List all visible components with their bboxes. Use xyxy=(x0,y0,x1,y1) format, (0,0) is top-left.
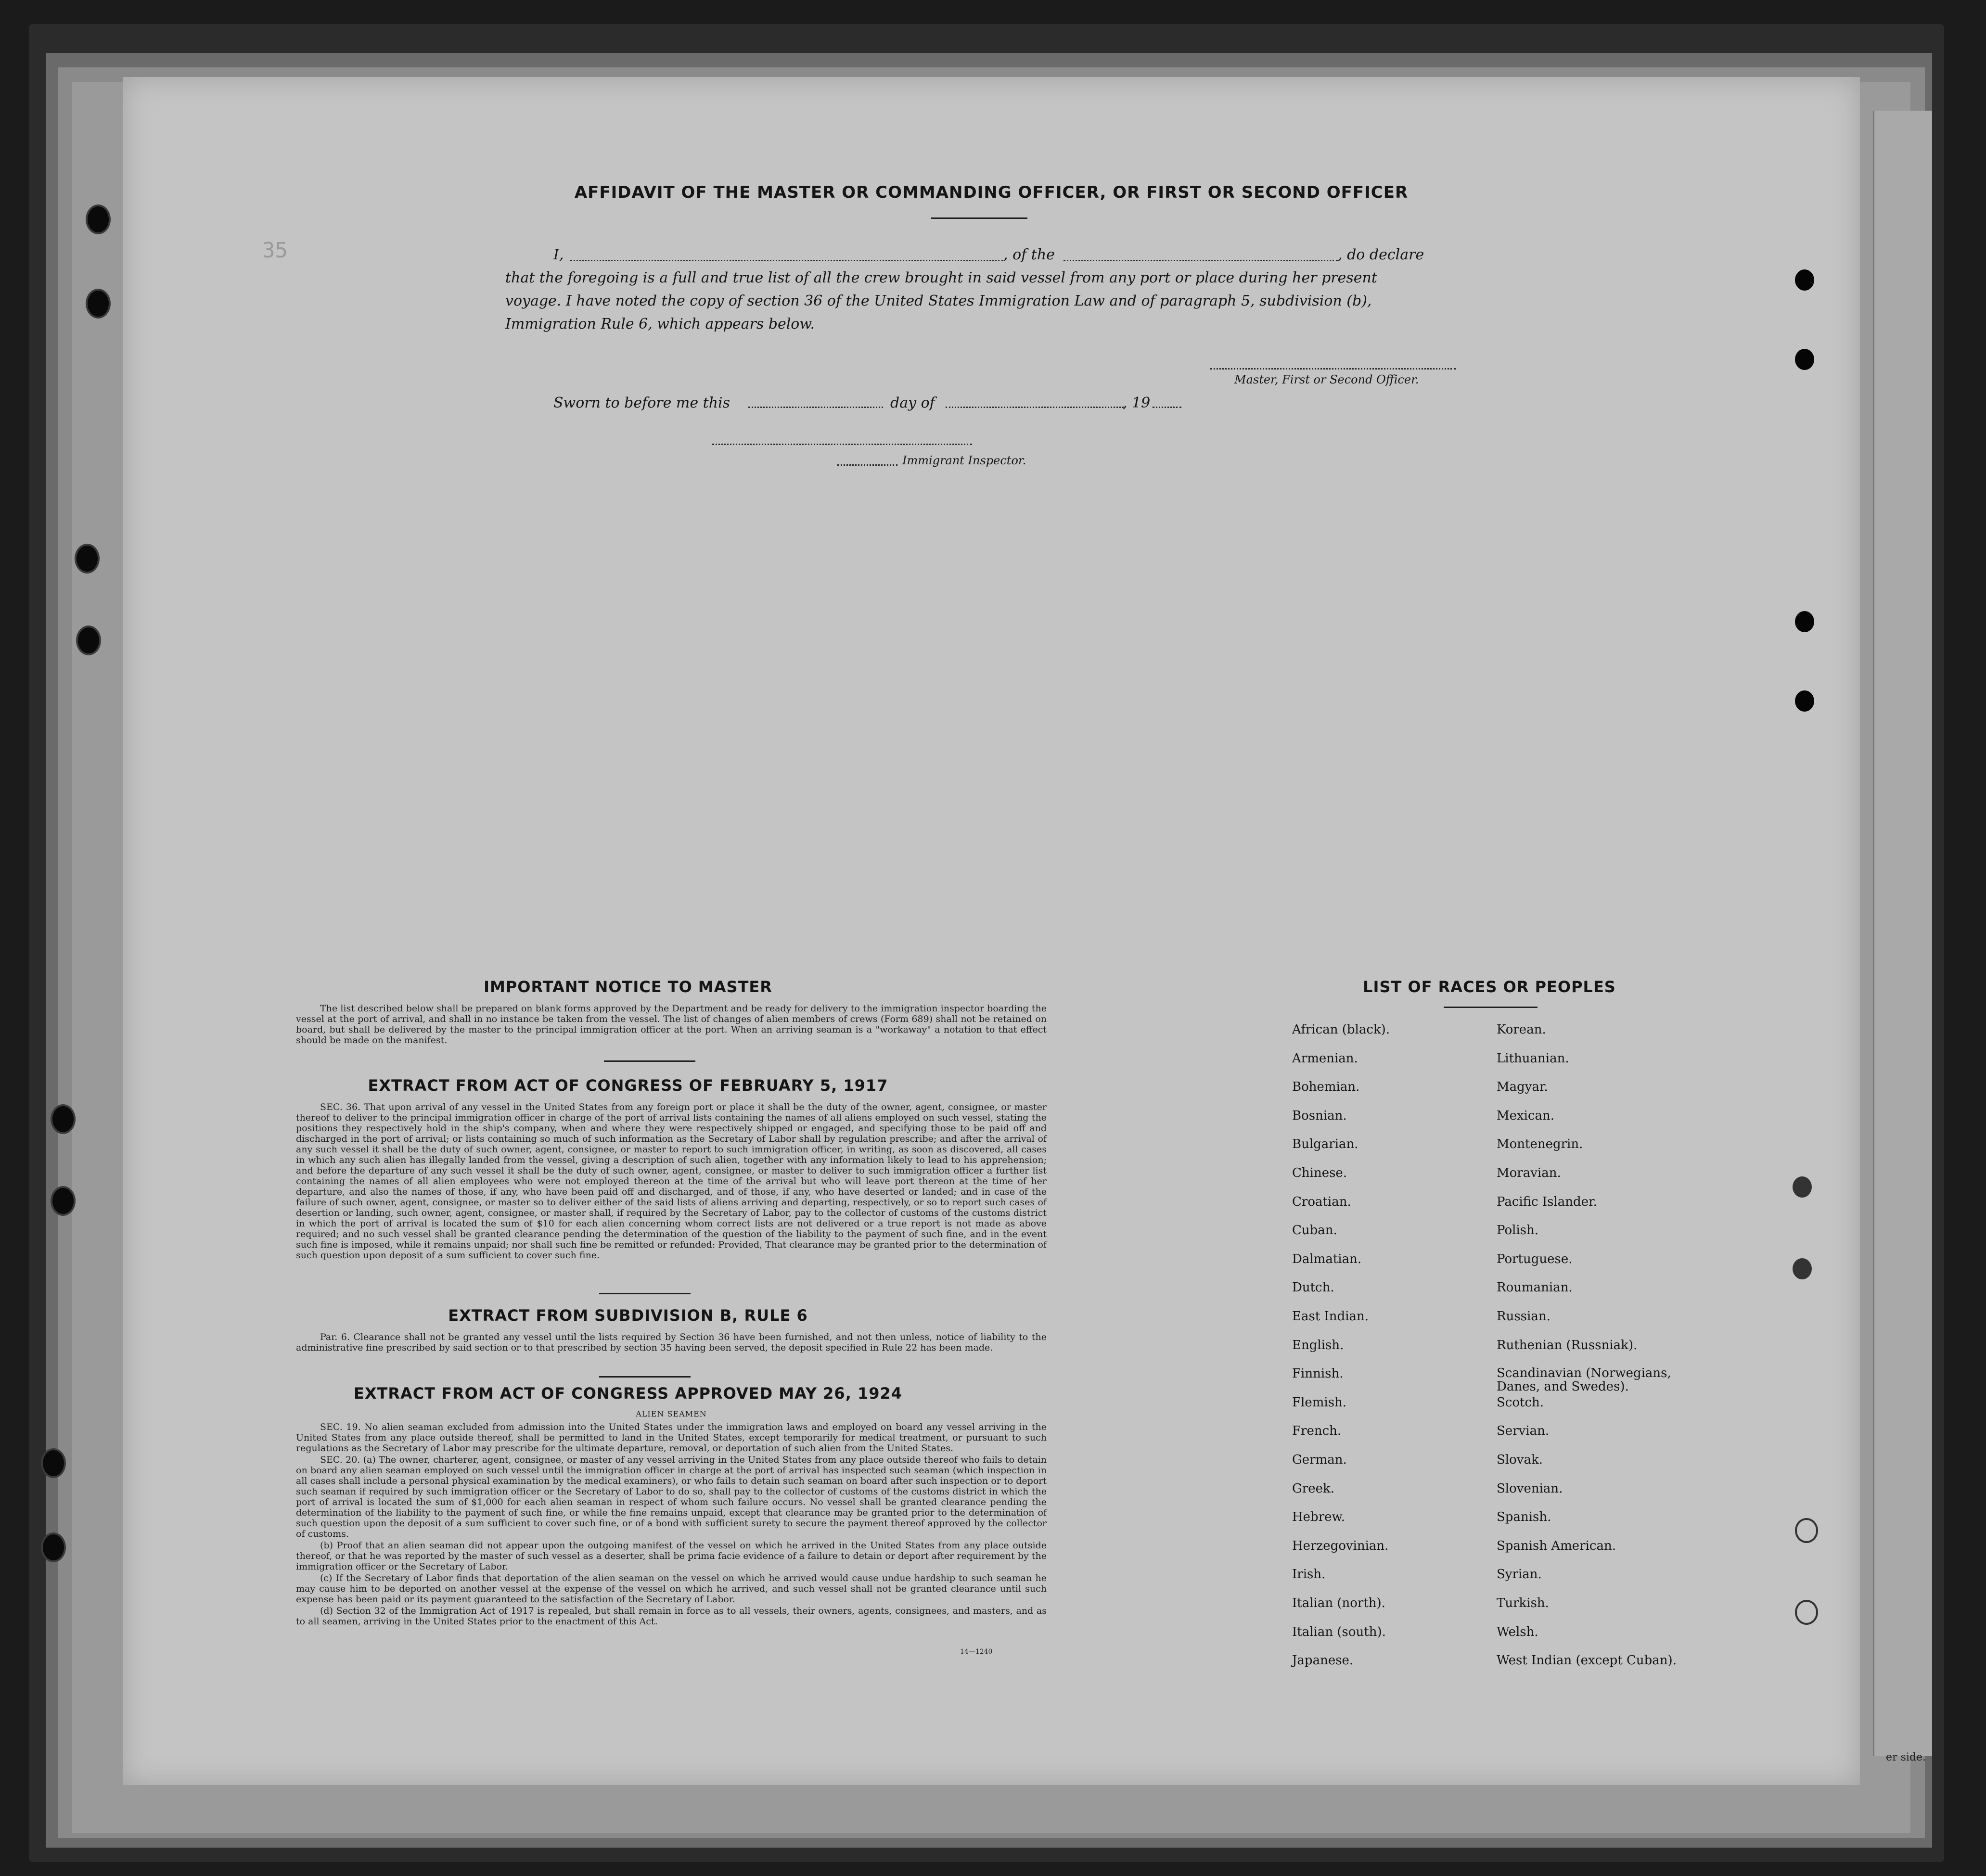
affidavit-line-4: Immigration Rule 6, which appears below. xyxy=(505,316,815,332)
race-item: Irish. xyxy=(1292,1567,1326,1582)
punch-hole-icon xyxy=(1793,1176,1812,1198)
race-item: Portuguese. xyxy=(1497,1251,1573,1266)
vessel-blank xyxy=(1063,260,1338,261)
right-edge-sheet xyxy=(1873,111,1932,1756)
binding-hole-icon xyxy=(51,1186,76,1216)
race-item: Bosnian. xyxy=(1292,1108,1347,1123)
notice-title: IMPORTANT NOTICE TO MASTER xyxy=(484,978,772,996)
race-item: Magyar. xyxy=(1497,1080,1548,1095)
race-item: Syrian. xyxy=(1497,1567,1542,1582)
race-item: French. xyxy=(1292,1424,1342,1439)
binding-hole-icon xyxy=(51,1104,76,1134)
inspector-signature-line xyxy=(712,444,972,445)
extract-1924-subtitle: ALIEN SEAMEN xyxy=(636,1409,707,1418)
punch-hole-icon xyxy=(1795,1600,1818,1625)
race-item: Bulgarian. xyxy=(1292,1137,1358,1152)
notice-body: The list described below shall be prepared on blank forms approved by the Department and be ready for delivery to the immigration inspector boarding the vessel at the port of arrival, and shall in no instance be taken from the vessel. The list of changes of alien members of crews (Form 689) shall not be retained on board, but shall be delivered by the master to the principal immigration officer at the port. When an arriving seaman is a "workaway" a notation to that effect should be made on the manifest. xyxy=(296,1003,1047,1046)
extract-1917-title: EXTRACT FROM ACT OF CONGRESS OF FEBRUARY 5, 1917 xyxy=(368,1076,888,1095)
extract-1924-body xyxy=(296,1422,1047,1628)
form-number: 14—1240 xyxy=(960,1648,993,1656)
race-item: Italian (north). xyxy=(1292,1596,1385,1610)
margin-number: 35 xyxy=(262,238,288,263)
race-item: East Indian. xyxy=(1292,1309,1369,1324)
year-text: , 19 xyxy=(1123,395,1151,411)
race-item: Korean. xyxy=(1497,1022,1546,1037)
section-rule xyxy=(599,1376,691,1378)
extract-rule6-title: EXTRACT FROM SUBDIVISION B, RULE 6 xyxy=(448,1306,808,1325)
race-item: Pacific Islander. xyxy=(1497,1194,1597,1209)
binding-hole-icon xyxy=(86,204,111,234)
race-item: Croatian. xyxy=(1292,1194,1351,1209)
race-item: Welsh. xyxy=(1497,1624,1538,1639)
race-item: Armenian. xyxy=(1292,1051,1358,1066)
binding-hole-icon xyxy=(41,1448,66,1478)
extract-1924-paragraph: (b) Proof that an alien seaman did not appear upon the outgoing manifest of the vessel on which he arrived in the United States from any place outside thereof, or that he was reported by the master of such vessel as a deserter, shall be prima facie evidence of a failure to detain or deport after requirement by the immigration officer or the Secretary of Labor. xyxy=(296,1540,1047,1572)
binding-hole-icon xyxy=(86,289,111,319)
races-title: LIST OF RACES OR PEOPLES xyxy=(1363,978,1616,996)
race-item: Spanish. xyxy=(1497,1510,1551,1525)
race-item: Moravian. xyxy=(1497,1166,1561,1180)
punch-hole-icon xyxy=(1795,349,1814,370)
binding-hole-icon xyxy=(41,1532,66,1562)
affidavit-do-declare: , do declare xyxy=(1338,246,1424,263)
sworn-day-blank xyxy=(748,407,883,408)
inspector-leader xyxy=(837,464,897,466)
race-item: German. xyxy=(1292,1453,1347,1467)
extract-1924-title: EXTRACT FROM ACT OF CONGRESS APPROVED MAY 26, 1924 xyxy=(353,1384,903,1403)
extract-1924-paragraph: SEC. 19. No alien seaman excluded from admission into the United States under the immigration laws and employed on board any vessel arriving in the United States from any place outside thereof, shall be permitted to land in the United States, except temporarily for medical treatment, or pursuant to such regulations as the Secretary of Labor may prescribe for the ultimate departure, removal, or deportation of such alien from the United States. xyxy=(296,1422,1047,1454)
name-blank xyxy=(570,260,1003,261)
punch-hole-icon xyxy=(1795,690,1814,712)
punch-hole-icon xyxy=(1795,269,1814,291)
race-item: Ruthenian (Russniak). xyxy=(1497,1338,1638,1353)
race-item: Mexican. xyxy=(1497,1108,1555,1123)
race-item: Dalmatian. xyxy=(1292,1251,1362,1266)
race-item: Spanish American. xyxy=(1497,1538,1616,1553)
title-rule xyxy=(931,217,1027,219)
race-item: Montenegrin. xyxy=(1497,1137,1583,1152)
extract-1924-paragraph: (c) If the Secretary of Labor finds that deportation of the alien seaman on the vessel on which he arrived would cause undue hardship to such seaman he may cause him to be deported on another vessel at the expense of the vessel on which he arrived, and such vessel shall not be granted clearance until such expense has been paid or its payment guaranteed to the satisfaction of the Secretary of Labor. xyxy=(296,1573,1047,1605)
extract-1917-body: SEC. 36. That upon arrival of any vessel in the United States from any foreign port or place it shall be the duty of the owner, agent, consignee, or master thereof to deliver to the principal immigration officer in charge of the port of arrival lists containing the names of all aliens employed on such vessel, stating the positions they respectively hold in the ship's company, when and where they were respectively shipped or engaged, and specifying those to be paid off and discharged in the port of arrival; or lists containing so much of such information as the Secretary of Labor shall by regulation prescribe; and after the arrival of any such vessel it shall be the duty of such owner, agent, consignee, or master to report to such immigration officer, in writing, as soon as discovered, all cases in which any such alien has illegally landed from the vessel, giving a description of such alien, together with any information likely to lead to his apprehension; and before the departure of any such vessel it shall be the duty of such owner, agent, consignee, or master to deliver to such immigration officer a further list containing the names of all alien employees who were not employed thereon at the time of the arrival but who will leave port thereon at the time of her departure, and also the names of those, if any, who have been paid off and discharged, and of those, if any, who have deserted or landed; and in case of the failure of such owner, agent, consignee, or master so to deliver either of the said lists of aliens arriving and departing, respectively, or so to report such cases of desertion or landing, such owner, agent, consignee, or master shall, if required by the Secretary of Labor, pay to the collector of customs of the customs district in which the port of arrival is located the sum of $10 for each alien concerning whom correct lists are not delivered or a true report is not made as above required; and no such vessel shall be granted clearance pending the determination of the question of the liability to the payment of such fine, and in the event such fine is imposed, while it remains unpaid; nor shall such fine be remitted or refunded: Provided, That clearance may be granted prior to the determination of such question upon deposit of a sum sufficient to cover such fine. xyxy=(296,1102,1047,1261)
race-item: Flemish. xyxy=(1292,1395,1347,1410)
master-signature-label: Master, First or Second Officer. xyxy=(1234,373,1419,386)
extract-1924-paragraph: (d) Section 32 of the Immigration Act of 1917 is repealed, but shall remain in force as to all vessels, their owners, agents, consignees, and masters, and as to all seamen, arriving in the United States prior to the enactment of this Act. xyxy=(296,1606,1047,1627)
bottom-edge-text: er side. xyxy=(1886,1751,1926,1763)
race-item: African (black). xyxy=(1292,1022,1390,1037)
affidavit-title: AFFIDAVIT OF THE MASTER OR COMMANDING OFFICER, OR FIRST OR SECOND OFFICER xyxy=(574,183,1409,202)
race-item: Cuban. xyxy=(1292,1223,1337,1238)
race-item: Scandinavian (Norwegians, Danes, and Swedes). xyxy=(1497,1366,1671,1394)
affidavit-i: I, xyxy=(553,246,564,263)
punch-hole-icon xyxy=(1795,1518,1818,1543)
race-item: English. xyxy=(1292,1338,1344,1353)
race-item: Herzegovinian. xyxy=(1292,1538,1389,1553)
race-item: Chinese. xyxy=(1292,1166,1347,1180)
race-item: Russian. xyxy=(1497,1309,1550,1324)
form-page xyxy=(123,77,1860,1785)
race-item: Scotch. xyxy=(1497,1395,1544,1410)
master-signature-line xyxy=(1210,368,1456,370)
section-rule xyxy=(604,1060,695,1062)
punch-hole-icon xyxy=(1793,1258,1812,1279)
race-item: Bohemian. xyxy=(1292,1080,1360,1095)
affidavit-line-3: voyage. I have noted the copy of section 36 of the United States Immigration Law and of paragraph 5, subdivision (b), xyxy=(505,293,1372,309)
race-item: Slovenian. xyxy=(1497,1481,1563,1496)
race-item: Roumanian. xyxy=(1497,1280,1573,1295)
month-blank xyxy=(946,407,1124,408)
race-item: Slovak. xyxy=(1497,1453,1543,1467)
punch-hole-icon xyxy=(1795,611,1814,632)
race-item: Servian. xyxy=(1497,1424,1550,1439)
extract-rule6-body: Par. 6. Clearance shall not be granted any vessel until the lists required by Section 36 have been furnished, and not then unless, notice of liability to the administrative fine prescribed by said section or to that prescribed by section 35 having been served, the deposit specified in Rule 22 has been made. xyxy=(296,1332,1047,1353)
inspector-signature-label: Immigrant Inspector. xyxy=(902,454,1026,467)
race-item: West Indian (except Cuban). xyxy=(1497,1653,1677,1668)
race-item: Turkish. xyxy=(1497,1596,1549,1610)
year-blank xyxy=(1153,407,1181,408)
race-item: Greek. xyxy=(1292,1481,1334,1496)
binding-hole-icon xyxy=(75,544,100,574)
sworn-text: Sworn to before me this xyxy=(553,395,730,411)
affidavit-of-the: , of the xyxy=(1003,246,1055,263)
section-rule xyxy=(599,1293,691,1294)
race-item: Italian (south). xyxy=(1292,1624,1386,1639)
binding-hole-icon xyxy=(76,625,101,655)
day-of-text: day of xyxy=(890,395,935,411)
race-item: Polish. xyxy=(1497,1223,1539,1238)
extract-1924-paragraph: SEC. 20. (a) The owner, charterer, agent, consignee, or master of any vessel arriving in the United States from any place outside thereof who fails to detain on board any alien seaman employed on such vessel until the immigration officer in charge at the port of arrival has inspected such seaman (which inspection in all cases shall include a personal physical examination by the medical examiners), or who fails to detain such seaman on board after such inspection or to deport such seaman if required by such immigration officer or the Secretary of Labor to do so, shall pay to the collector of customs of the customs district in which the port of arrival is located the sum of $1,000 for each alien seaman in respect of whom such failure occurs. No vessel shall be granted clearance pending the determination of the liability to the payment of such fine, or while the fine remains unpaid, except that clearance may be granted prior to the determination of such question upon the deposit of a sum sufficient to cover such fine, or of a bond with sufficient surety to secure the payment thereof approved by the collector of customs. xyxy=(296,1455,1047,1539)
races-rule xyxy=(1444,1007,1538,1008)
race-item: Dutch. xyxy=(1292,1280,1334,1295)
race-item: Japanese. xyxy=(1292,1653,1354,1668)
race-item: Finnish. xyxy=(1292,1366,1344,1381)
affidavit-line-2: that the foregoing is a full and true list of all the crew brought in said vessel from any port or place during her present xyxy=(505,269,1377,286)
race-item: Lithuanian. xyxy=(1497,1051,1569,1066)
race-item: Hebrew. xyxy=(1292,1510,1345,1525)
